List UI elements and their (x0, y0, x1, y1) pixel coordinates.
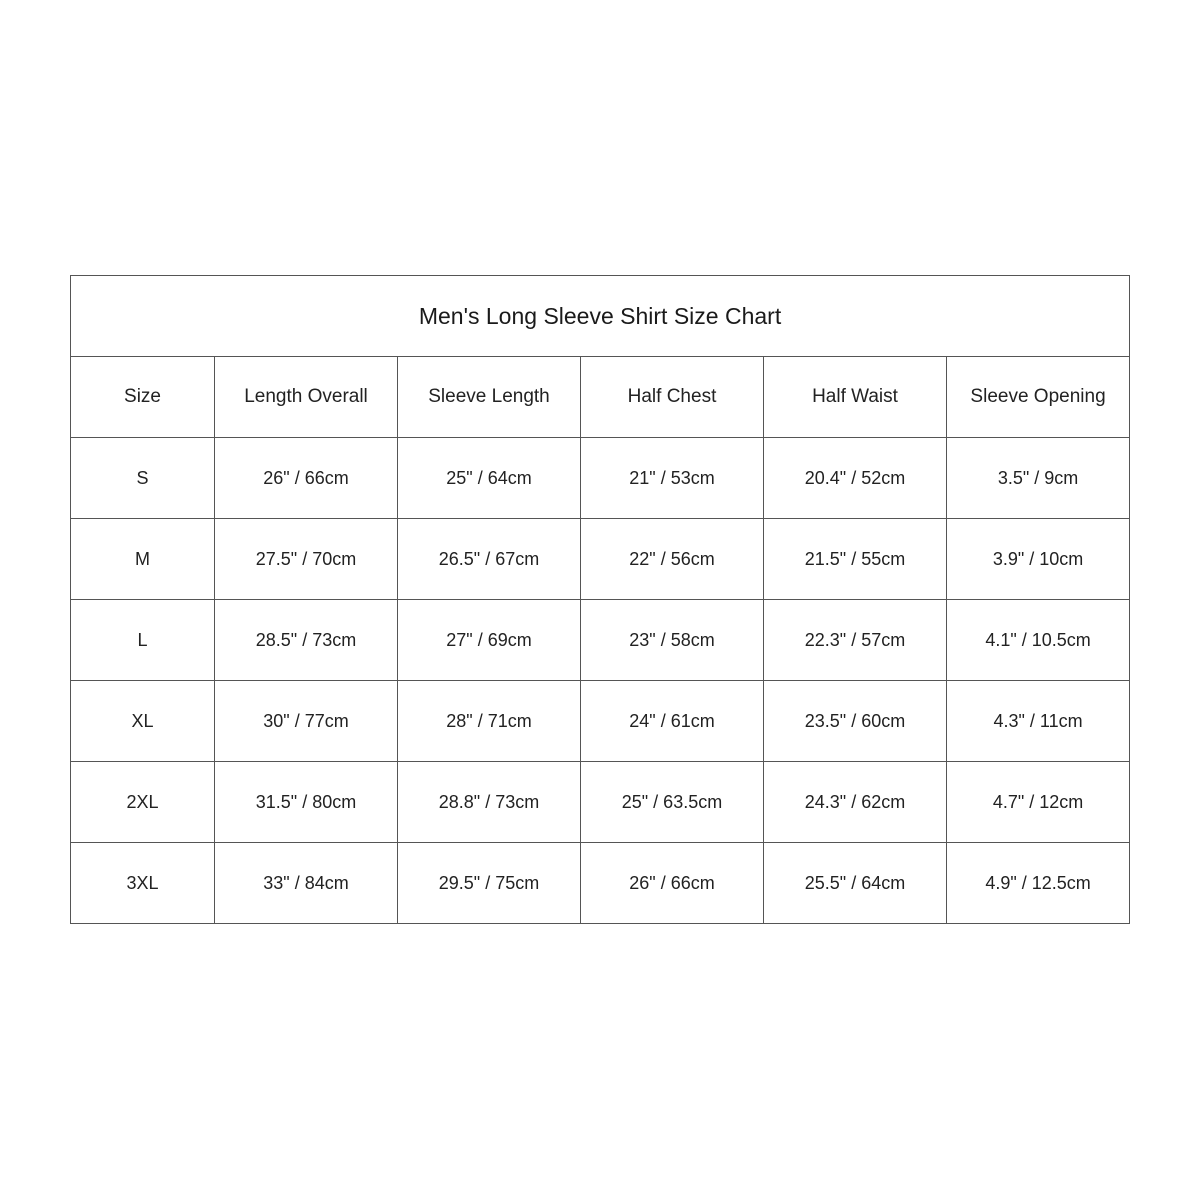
half-chest-cell: 24" / 61cm (581, 681, 764, 762)
table-row (71, 438, 1130, 519)
header-size: Size (71, 357, 215, 438)
sleeve-opening-cell: 4.7" / 12cm (947, 762, 1130, 843)
table-row (71, 762, 1130, 843)
size-cell: M (71, 519, 215, 600)
table-row (71, 843, 1130, 924)
half-waist-cell: 23.5" / 60cm (764, 681, 947, 762)
sleeve-opening-cell: 3.5" / 9cm (947, 438, 1130, 519)
size-cell: S (71, 438, 215, 519)
table-row (71, 519, 1130, 600)
size-cell: L (71, 600, 215, 681)
half-waist-cell: 20.4" / 52cm (764, 438, 947, 519)
half-waist-cell: 25.5" / 64cm (764, 843, 947, 924)
table-row (71, 600, 1130, 681)
header-row (71, 357, 1130, 438)
size-chart-table (70, 275, 1130, 924)
sleeve-length-cell: 28" / 71cm (398, 681, 581, 762)
size-cell: 3XL (71, 843, 215, 924)
half-waist-cell: 22.3" / 57cm (764, 600, 947, 681)
sleeve-length-cell: 28.8" / 73cm (398, 762, 581, 843)
half-chest-cell: 26" / 66cm (581, 843, 764, 924)
header-half-waist: Half Waist (764, 357, 947, 438)
sleeve-opening-cell: 4.3" / 11cm (947, 681, 1130, 762)
header-sleeve-opening: Sleeve Opening (947, 357, 1130, 438)
half-chest-cell: 23" / 58cm (581, 600, 764, 681)
half-chest-cell: 25" / 63.5cm (581, 762, 764, 843)
sleeve-length-cell: 26.5" / 67cm (398, 519, 581, 600)
sleeve-length-cell: 25" / 64cm (398, 438, 581, 519)
header-half-chest: Half Chest (581, 357, 764, 438)
sleeve-length-cell: 29.5" / 75cm (398, 843, 581, 924)
length-overall-cell: 33" / 84cm (215, 843, 398, 924)
sleeve-length-cell: 27" / 69cm (398, 600, 581, 681)
size-cell: XL (71, 681, 215, 762)
header-sleeve-length: Sleeve Length (398, 357, 581, 438)
title-row (71, 276, 1130, 357)
half-waist-cell: 21.5" / 55cm (764, 519, 947, 600)
table-row (71, 681, 1130, 762)
sleeve-opening-cell: 4.1" / 10.5cm (947, 600, 1130, 681)
length-overall-cell: 28.5" / 73cm (215, 600, 398, 681)
sleeve-opening-cell: 4.9" / 12.5cm (947, 843, 1130, 924)
length-overall-cell: 31.5" / 80cm (215, 762, 398, 843)
size-cell: 2XL (71, 762, 215, 843)
half-waist-cell: 24.3" / 62cm (764, 762, 947, 843)
header-length-overall: Length Overall (215, 357, 398, 438)
half-chest-cell: 21" / 53cm (581, 438, 764, 519)
table-title: Men's Long Sleeve Shirt Size Chart (71, 276, 1130, 357)
length-overall-cell: 27.5" / 70cm (215, 519, 398, 600)
sleeve-opening-cell: 3.9" / 10cm (947, 519, 1130, 600)
length-overall-cell: 30" / 77cm (215, 681, 398, 762)
length-overall-cell: 26" / 66cm (215, 438, 398, 519)
half-chest-cell: 22" / 56cm (581, 519, 764, 600)
